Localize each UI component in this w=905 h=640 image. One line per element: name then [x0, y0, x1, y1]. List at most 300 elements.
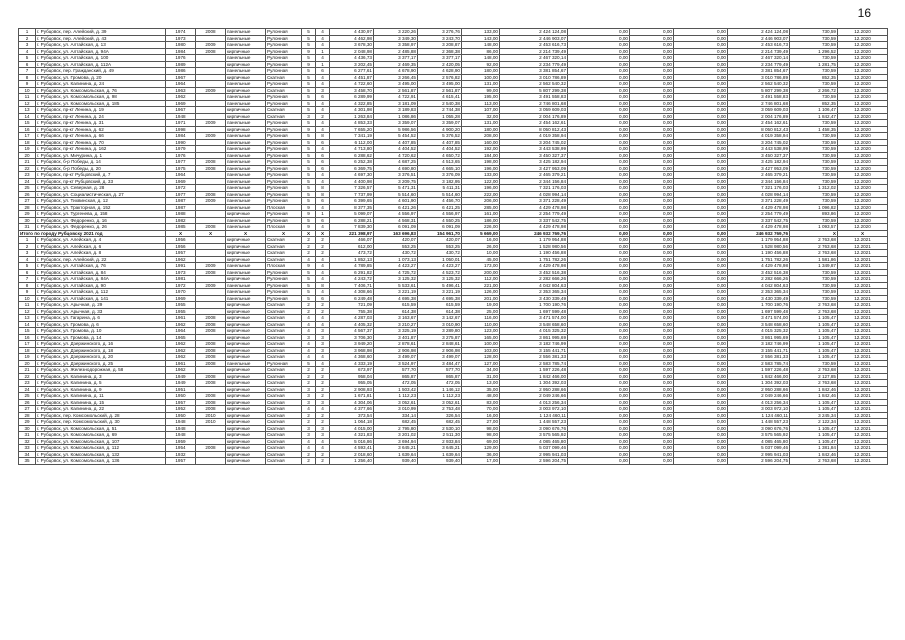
- table-cell: 3 359,07: [418, 120, 462, 127]
- table-cell: 3 090 676,76: [500, 425, 568, 432]
- table-cell: 26: [19, 399, 36, 406]
- table-cell: 92,00: [462, 61, 500, 68]
- table-cell: 192,00: [462, 146, 500, 153]
- table-cell: 473,72: [330, 250, 374, 257]
- table-cell: 1 055,28: [418, 113, 462, 120]
- table-cell: 1961: [166, 315, 196, 322]
- table-cell: 0,00: [568, 113, 630, 120]
- table-cell: 3: [302, 425, 316, 432]
- table-cell: 2008: [196, 360, 226, 367]
- table-cell: 4: [316, 146, 330, 153]
- table-cell: 12.2020: [838, 48, 888, 55]
- table-cell: 0,00: [568, 68, 630, 75]
- table-cell: 1969: [166, 178, 196, 185]
- table-cell: 165,00: [462, 334, 500, 341]
- table-cell: 5: [302, 29, 316, 36]
- table-cell: 9: [302, 48, 316, 55]
- table-cell: 4 722,91: [374, 94, 418, 101]
- table-cell: 8 377,35: [330, 204, 374, 211]
- table-cell: 2008: [196, 347, 226, 354]
- table-cell: 1 050,01: [418, 256, 462, 263]
- table-cell: 730,59: [790, 139, 838, 146]
- table-cell: 3 182 746,99: [728, 341, 790, 348]
- table-cell: Скатная: [266, 74, 302, 81]
- table-cell: 2 763,68: [790, 250, 838, 257]
- table-cell: 730,59: [790, 94, 838, 101]
- table-cell: 1 448 557,23: [500, 419, 568, 426]
- table-cell: 730,59: [790, 360, 838, 367]
- table-cell: 1 842,47: [790, 113, 838, 120]
- table-cell: 6 252,38: [330, 159, 374, 166]
- table-cell: 3 499,07: [418, 354, 462, 361]
- table-cell: 2008: [196, 159, 226, 166]
- table-cell: 4 462,98: [330, 35, 374, 42]
- table-cell: 3 495,00: [374, 81, 418, 88]
- table-cell: 2 266,72: [790, 87, 838, 94]
- table-cell: 1977: [166, 191, 196, 198]
- table-cell: 0,00: [674, 120, 728, 127]
- table-cell: панельные: [226, 295, 266, 302]
- table-cell: Скатная: [266, 399, 302, 406]
- table-cell: 195,00: [462, 94, 500, 101]
- table-cell: 2: [316, 380, 330, 387]
- table-cell: 2 048,98: [330, 48, 374, 55]
- table-cell: г. Рубцовск, пр-кт Ленина, д. 24: [36, 113, 166, 120]
- table-cell: 8: [316, 191, 330, 198]
- table-cell: 3 208,87: [418, 42, 462, 49]
- table-cell: 7 326,57: [330, 185, 374, 192]
- table-cell: 4 628,90: [418, 68, 462, 75]
- table-cell: 4 015 325,32: [500, 328, 568, 335]
- table-cell: 4: [302, 347, 316, 354]
- table-cell: Рулонная: [266, 139, 302, 146]
- table-cell: 2008: [196, 373, 226, 380]
- table-cell: 673,97: [330, 367, 374, 374]
- table-cell: панельные: [226, 152, 266, 159]
- table-cell: 430,72: [418, 250, 462, 257]
- table-cell: 5: [302, 269, 316, 276]
- table-cell: [196, 458, 226, 465]
- table-cell: 4: [316, 74, 330, 81]
- table-cell: 730,59: [790, 35, 838, 42]
- table-cell: 7 839,30: [330, 224, 374, 231]
- table-cell: 1961: [166, 360, 196, 367]
- table-cell: Рулонная: [266, 217, 302, 224]
- table-cell: Рулонная: [266, 191, 302, 198]
- table-cell: 13,00: [462, 380, 500, 387]
- table-cell: 98,00: [462, 432, 500, 439]
- total-cell: 0,00: [568, 230, 630, 237]
- table-cell: 3 645,21: [418, 445, 462, 452]
- table-cell: 0,00: [568, 263, 630, 270]
- table-cell: 30: [19, 425, 36, 432]
- table-cell: 2 254 779,49: [728, 211, 790, 218]
- table-cell: 2009: [196, 42, 226, 49]
- table-cell: 0,00: [674, 334, 728, 341]
- table-cell: 2 469,35: [374, 61, 418, 68]
- table-cell: 1 597 226,48: [728, 367, 790, 374]
- table-cell: 12.2021: [838, 445, 888, 452]
- table-cell: 5: [302, 289, 316, 296]
- table-cell: 0,00: [674, 425, 728, 432]
- table-cell: 614,38: [418, 308, 462, 315]
- table-cell: 12.2021: [838, 295, 888, 302]
- table-cell: 1 105,47: [790, 425, 838, 432]
- table-cell: 0,00: [674, 146, 728, 153]
- table-cell: г. Рубцовск, пр-кт Ленина, д. 62: [36, 126, 166, 133]
- table-cell: 0,00: [674, 276, 728, 283]
- table-cell: 1 639,64: [374, 451, 418, 458]
- table-cell: Рулонная: [266, 94, 302, 101]
- table-cell: 0,00: [630, 445, 674, 452]
- table-cell: 4 429 478,98: [728, 224, 790, 231]
- table-cell: 4 400,98: [330, 178, 374, 185]
- table-cell: 4 556,97: [374, 211, 418, 218]
- table-cell: 0,00: [674, 360, 728, 367]
- table-cell: 30: [19, 217, 36, 224]
- table-cell: г. Рубцовск, ул. Калинина, д. 3: [36, 373, 166, 380]
- table-cell: 3 377,17: [418, 55, 462, 62]
- table-cell: 3 458,70: [330, 87, 374, 94]
- table-cell: 0,00: [674, 438, 728, 445]
- table-cell: 0,00: [630, 425, 674, 432]
- table-cell: 1959: [166, 438, 196, 445]
- table-cell: г. Рубцовск, ул. Громова, д. 20: [36, 74, 166, 81]
- table-cell: 3 059 609,03: [728, 107, 790, 114]
- table-cell: 2009: [196, 263, 226, 270]
- table-cell: 34: [19, 451, 36, 458]
- table-cell: 0,00: [674, 204, 728, 211]
- table-cell: 9: [19, 289, 36, 296]
- table-cell: 0,00: [568, 451, 630, 458]
- table-cell: 4: [316, 445, 330, 452]
- table-cell: 0,00: [568, 126, 630, 133]
- table-cell: 70,00: [462, 406, 500, 413]
- table-cell: 36,00: [462, 451, 500, 458]
- table-cell: кирпичные: [226, 406, 266, 413]
- table-cell: 12.2021: [838, 289, 888, 296]
- table-cell: 2 344 156,84: [500, 178, 568, 185]
- table-cell: 730,59: [790, 159, 838, 166]
- table-cell: 0,00: [674, 178, 728, 185]
- table-cell: 4 028 994,14: [500, 191, 568, 198]
- table-cell: 1 105,47: [790, 399, 838, 406]
- table-cell: 4: [316, 81, 330, 88]
- table-cell: 18: [19, 347, 36, 354]
- table-cell: г. Рубцовск, ул. Железнодорожная, д. 58: [36, 367, 166, 374]
- table-cell: 4: [316, 126, 330, 133]
- table-cell: 12: [19, 308, 36, 315]
- table-cell: кирпичные: [226, 419, 266, 426]
- table-cell: 33: [19, 445, 36, 452]
- table-cell: 0,00: [674, 445, 728, 452]
- table-cell: кирпичные: [226, 61, 266, 68]
- table-cell: 3: [316, 399, 330, 406]
- table-cell: 1984: [166, 48, 196, 55]
- table-cell: 0,00: [568, 237, 630, 244]
- table-cell: 12.2021: [838, 302, 888, 309]
- table-cell: 6 091,09: [374, 224, 418, 231]
- table-cell: 3 155 441,71: [728, 347, 790, 354]
- table-cell: кирпичные: [226, 412, 266, 419]
- table-cell: 3 401,87: [374, 334, 418, 341]
- table-cell: г. Рубцовск, ул. Тихвинская, д. 12: [36, 198, 166, 205]
- table-cell: 12.2020: [838, 152, 888, 159]
- table-cell: 1962: [166, 354, 196, 361]
- table-cell: 0,00: [630, 139, 674, 146]
- table-cell: 3 678,30: [330, 42, 374, 49]
- table-cell: 0,00: [568, 107, 630, 114]
- table-cell: 0,00: [568, 198, 630, 205]
- table-cell: г. Рубцовск, б-р Победы, д. 14: [36, 159, 166, 166]
- table-cell: кирпичные: [226, 256, 266, 263]
- table-cell: 0,00: [630, 360, 674, 367]
- table-cell: 730,59: [790, 120, 838, 127]
- table-cell: 12.2020: [838, 159, 888, 166]
- table-cell: 1 105,47: [790, 347, 838, 354]
- table-cell: 0,00: [568, 445, 630, 452]
- table-cell: 6 369,75: [330, 165, 374, 172]
- table-cell: 2: [316, 458, 330, 465]
- table-cell: кирпичные: [226, 367, 266, 374]
- table-cell: 0,00: [674, 458, 728, 465]
- total-cell: X: [790, 230, 838, 237]
- table-cell: 3: [316, 341, 330, 348]
- table-cell: г. Рубцовск, ул. Комсомольская, д. 136: [36, 458, 166, 465]
- table-cell: 3 209,75: [374, 178, 418, 185]
- table-cell: 2010: [196, 412, 226, 419]
- table-cell: 3 202,45: [330, 61, 374, 68]
- total-cell: 246 932 769,76: [500, 230, 568, 237]
- table-cell: 7 321 176,03: [500, 185, 568, 192]
- table-cell: 133,00: [462, 172, 500, 179]
- table-cell: г. Рубцовск, ул. Алтайская, д. 112: [36, 289, 166, 296]
- table-cell: 5: [302, 120, 316, 127]
- table-cell: 4 789,85: [330, 263, 374, 270]
- table-cell: 0,00: [674, 217, 728, 224]
- table-cell: 1971: [166, 120, 196, 127]
- table-cell: 6 421,26: [374, 204, 418, 211]
- table-cell: 0,00: [630, 113, 674, 120]
- table-cell: 0,00: [568, 185, 630, 192]
- total-label: Итого по городу Рубцовску 2021 год: [19, 230, 166, 237]
- table-cell: 4 695,38: [374, 295, 418, 302]
- table-cell: 32,00: [462, 113, 500, 120]
- table-cell: 1982: [166, 217, 196, 224]
- table-cell: 12.2021: [838, 341, 888, 348]
- table-cell: Скатная: [266, 243, 302, 250]
- table-cell: кирпичные: [226, 380, 266, 387]
- table-cell: 0,00: [630, 269, 674, 276]
- table-cell: 22: [19, 373, 36, 380]
- table-cell: 0,00: [630, 61, 674, 68]
- table-cell: 4: [316, 276, 330, 283]
- table-cell: 0,00: [568, 347, 630, 354]
- table-cell: 0,00: [568, 341, 630, 348]
- table-cell: 730,59: [790, 165, 838, 172]
- table-cell: 19: [19, 146, 36, 153]
- table-cell: панельные: [226, 81, 266, 88]
- table-cell: 3: [19, 42, 36, 49]
- table-cell: 12.2020: [838, 61, 888, 68]
- table-cell: 48,00: [462, 393, 500, 400]
- table-cell: 4 601,90: [374, 198, 418, 205]
- table-cell: 15: [19, 328, 36, 335]
- table-cell: 6: [316, 152, 330, 159]
- table-cell: 3 452 516,38: [728, 269, 790, 276]
- table-cell: 2: [302, 451, 316, 458]
- table-cell: Рулонная: [266, 360, 302, 367]
- table-cell: панельные: [226, 165, 266, 172]
- table-cell: 1976: [166, 152, 196, 159]
- table-cell: 0,00: [674, 113, 728, 120]
- table-cell: 3 204 745,02: [728, 139, 790, 146]
- table-cell: г. Рубцовск, ул. Алтайская, д. 100: [36, 55, 166, 62]
- table-cell: 12.2021: [838, 399, 888, 406]
- table-cell: 13: [19, 315, 36, 322]
- table-cell: 0,00: [674, 100, 728, 107]
- table-cell: 0,00: [568, 120, 630, 127]
- table-cell: 0,00: [630, 74, 674, 81]
- table-cell: кирпичные: [226, 243, 266, 250]
- table-cell: 12.2020: [838, 55, 888, 62]
- table-cell: Скатная: [266, 412, 302, 419]
- total-cell: 5 669,00: [462, 230, 500, 237]
- table-cell: 3 010 786,89: [500, 74, 568, 81]
- table-cell: 26,00: [462, 243, 500, 250]
- table-cell: 2: [302, 380, 316, 387]
- table-cell: 4 333,19: [330, 360, 374, 367]
- table-cell: 3 430 339,49: [500, 295, 568, 302]
- table-cell: 1 842 466,00: [500, 373, 568, 380]
- table-cell: 2 908,93: [330, 386, 374, 393]
- table-cell: 1 096,82: [790, 204, 838, 211]
- table-cell: 17,00: [462, 458, 500, 465]
- table-cell: 113,00: [462, 100, 500, 107]
- table-cell: кирпичные: [226, 302, 266, 309]
- table-cell: 0,00: [568, 399, 630, 406]
- table-cell: 8: [316, 185, 330, 192]
- table-cell: 5: [302, 191, 316, 198]
- table-cell: 1 105,47: [790, 334, 838, 341]
- table-cell: панельные: [226, 263, 266, 270]
- table-cell: г. Рубцовск, ул. Тургенева, д. 158: [36, 211, 166, 218]
- table-cell: 28: [19, 204, 36, 211]
- table-cell: 0,00: [674, 302, 728, 309]
- table-cell: 4: [302, 438, 316, 445]
- table-cell: 2 763,68: [790, 458, 838, 465]
- table-cell: 1989: [166, 61, 196, 68]
- table-cell: 12.2021: [838, 412, 888, 419]
- table-cell: 1 112,23: [374, 393, 418, 400]
- table-cell: 161,00: [462, 211, 500, 218]
- table-cell: г. Рубцовск, ул. Алейская, д. 4: [36, 237, 166, 244]
- table-cell: 1948: [166, 113, 196, 120]
- table-cell: 0,00: [630, 438, 674, 445]
- table-cell: 0,00: [674, 237, 728, 244]
- table-cell: 1979: [166, 146, 196, 153]
- table-cell: 553,25: [418, 243, 462, 250]
- table-cell: 1 751 782,26: [728, 256, 790, 263]
- table-cell: 5 807 299,38: [500, 87, 568, 94]
- table-cell: 4 550,25: [418, 217, 462, 224]
- table-cell: 0,00: [630, 42, 674, 49]
- table-cell: г. Рубцовск, б-р Победы, д. 20: [36, 165, 166, 172]
- table-cell: панельные: [226, 94, 266, 101]
- table-cell: 0,00: [630, 393, 674, 400]
- table-cell: 2: [302, 412, 316, 419]
- table-cell: 131,00: [462, 120, 500, 127]
- table-cell: 4 436,73: [330, 55, 374, 62]
- table-cell: 1956: [166, 243, 196, 250]
- section-2021-rows: [19, 237, 888, 465]
- table-cell: 3 491 558,83: [500, 94, 568, 101]
- table-cell: 12.2021: [838, 269, 888, 276]
- table-cell: 0,00: [568, 256, 630, 263]
- table-cell: 4: [316, 269, 330, 276]
- table-cell: 0,00: [568, 87, 630, 94]
- table-cell: 1954: [166, 445, 196, 452]
- table-cell: г. Рубцовск, пер. Комсомольский, д. 28: [36, 412, 166, 419]
- table-cell: 2: [302, 367, 316, 374]
- table-cell: Рулонная: [266, 55, 302, 62]
- table-cell: 0,00: [630, 386, 674, 393]
- table-cell: 8: [316, 282, 330, 289]
- table-cell: 16,00: [462, 412, 500, 419]
- table-cell: 1948: [166, 419, 196, 426]
- table-cell: Плоская: [266, 224, 302, 231]
- table-cell: 0,00: [630, 354, 674, 361]
- table-cell: 6: [316, 217, 330, 224]
- table-cell: 1952: [166, 406, 196, 413]
- table-cell: 4: [316, 100, 330, 107]
- table-cell: 0,00: [674, 87, 728, 94]
- table-cell: 2008: [196, 393, 226, 400]
- table-cell: 2 746 801,68: [500, 100, 568, 107]
- table-cell: г. Рубцовск, ул. Алейская, д. 6: [36, 243, 166, 250]
- table-cell: 3: [316, 432, 330, 439]
- table-cell: 0,00: [630, 243, 674, 250]
- table-cell: 12.2021: [838, 321, 888, 328]
- table-cell: 2009: [196, 133, 226, 140]
- table-cell: 12.2020: [838, 29, 888, 36]
- table-cell: 2 004 176,89: [728, 113, 790, 120]
- table-cell: 12.2020: [838, 100, 888, 107]
- total-cell: X: [302, 230, 316, 237]
- table-cell: 4 042 804,63: [500, 282, 568, 289]
- table-cell: кирпичные: [226, 328, 266, 335]
- table-cell: 0,00: [568, 438, 630, 445]
- table-cell: 1 448 557,23: [728, 419, 790, 426]
- table-cell: 98,00: [462, 425, 500, 432]
- table-cell: 128,00: [462, 354, 500, 361]
- table-cell: 3 003 972,10: [728, 406, 790, 413]
- table-cell: 0,00: [674, 55, 728, 62]
- table-cell: 222,00: [462, 191, 500, 198]
- table-cell: 7: [19, 276, 36, 283]
- table-cell: 4 900,20: [418, 126, 462, 133]
- table-cell: Рулонная: [266, 35, 302, 42]
- table-cell: 2 583 785,74: [500, 360, 568, 367]
- table-cell: 0,00: [674, 29, 728, 36]
- table-cell: 1948: [166, 432, 196, 439]
- table-cell: 5 376,52: [418, 133, 462, 140]
- table-cell: г. Рубцовск, ул. Алтайская, д. 84: [36, 269, 166, 276]
- table-cell: 7: [19, 68, 36, 75]
- table-cell: 0,00: [630, 107, 674, 114]
- table-cell: панельные: [226, 146, 266, 153]
- table-cell: Скатная: [266, 406, 302, 413]
